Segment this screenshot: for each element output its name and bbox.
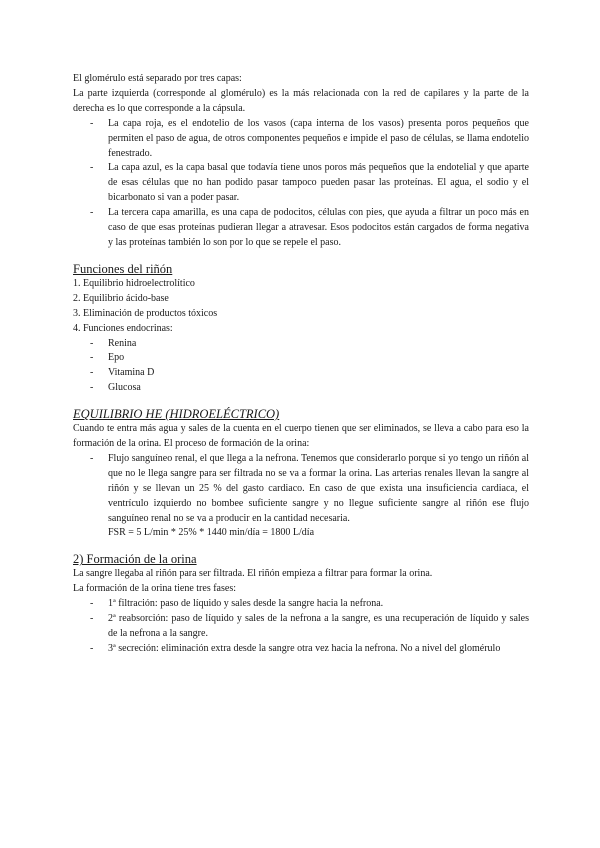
list-item: - Glucosa <box>73 381 529 396</box>
equilibrio-heading: EQUILIBRIO HE (HIDROELÉCTRICO) <box>73 407 280 422</box>
endocrinas-list <box>73 337 529 397</box>
list-item: - Vitamina D <box>73 366 529 381</box>
fsr-formula: FSR = 5 L/min * 25% * 1440 min/día = 1800 L/día <box>108 527 315 539</box>
intro-paragraph: La parte izquierda (corresponde al glomérulo) es la más relacionada con la red de capilares y la parte de la derecha es lo que corresponde a la cápsula. <box>73 87 529 114</box>
capas-list <box>73 117 529 251</box>
funciones-list <box>73 277 529 337</box>
fases-list <box>73 597 529 657</box>
list-item: - 1ª filtración: paso de líquido y sales desde la sangre hacia la nefrona. <box>73 597 529 612</box>
formacion-heading: 2) Formación de la orina <box>73 552 197 567</box>
equilibrio-list <box>73 452 529 527</box>
list-item: - Epo <box>73 351 529 366</box>
list-item: - La tercera capa amarilla, es una capa de podocitos, células con pies, que ayuda a filtrar un poco más en caso de que esas proteínas pudieran llegar a atravesar. Esos podocitos están cargados de forma negativa y las proteínas también lo son por lo que se repele el paso. <box>73 206 529 251</box>
funciones-heading: Funciones del riñón <box>73 261 173 276</box>
list-item: - 3ª secreción: eliminación extra desde la sangre otra vez hacia la nefrona. No a nivel del glomérulo <box>73 642 529 657</box>
list-item: - La capa azul, es la capa basal que todavía tiene unos poros más pequeños que la endotelial y que aparte de esas células que no han podido pasar tampoco pueden pasar las proteínas. El agua, el sodio y el bicarbonato si van a poder pasar. <box>73 161 529 206</box>
list-item: - 2ª reabsorción: paso de líquido y sales de la nefrona a la sangre, es una recuperación de líquido y sales de la nefrona a la sangre. <box>73 612 529 642</box>
equilibrio-paragraph: Cuando te entra más agua y sales de la cuenta en el cuerpo tienen que ser eliminados, se lleva a cabo para eso la formación de la orina. El proceso de formación de la orina: <box>73 423 529 450</box>
list-item: - Flujo sanguíneo renal, el que llega a la nefrona. Tenemos que considerarlo porque si yo tengo un riñón al que no le llega sangre para ser filtrada no se va a formar la orina. Las arterias renales llevan la sangre al riñón y se llevan un 25 % del gasto cardiaco. En caso de que exista una insuficiencia cardiaca, el ventrículo izquierdo no bombee suficiente sangre y no llegue suficiente sangre al riñón ese flujo sanguíneo renal no se va a producir en la cantidad necesaria. <box>73 452 529 527</box>
list-item: 3. Eliminación de productos tóxicos <box>73 307 218 319</box>
formacion-line: La formación de la orina tiene tres fases: <box>73 583 236 595</box>
intro-line: El glomérulo está separado por tres capas: <box>73 73 242 84</box>
list-item: - La capa roja, es el endotelio de los vasos (capa interna de los vasos) presenta poros pequeños que permiten el paso de agua, de otros componentes pequeños e impide el paso de células, se llama endotelio fenestrado. <box>73 117 529 162</box>
list-item: - Renina <box>73 337 529 352</box>
list-item: 2. Equilibrio ácido-base <box>73 292 169 304</box>
list-item: 4. Funciones endocrinas: <box>73 322 173 334</box>
list-item: 1. Equilibrio hidroelectrolítico <box>73 277 195 289</box>
document-body <box>73 72 529 657</box>
formacion-line: La sangre llegaba al riñón para ser filtrada. El riñón empieza a filtrar para formar la orina. <box>73 568 433 580</box>
